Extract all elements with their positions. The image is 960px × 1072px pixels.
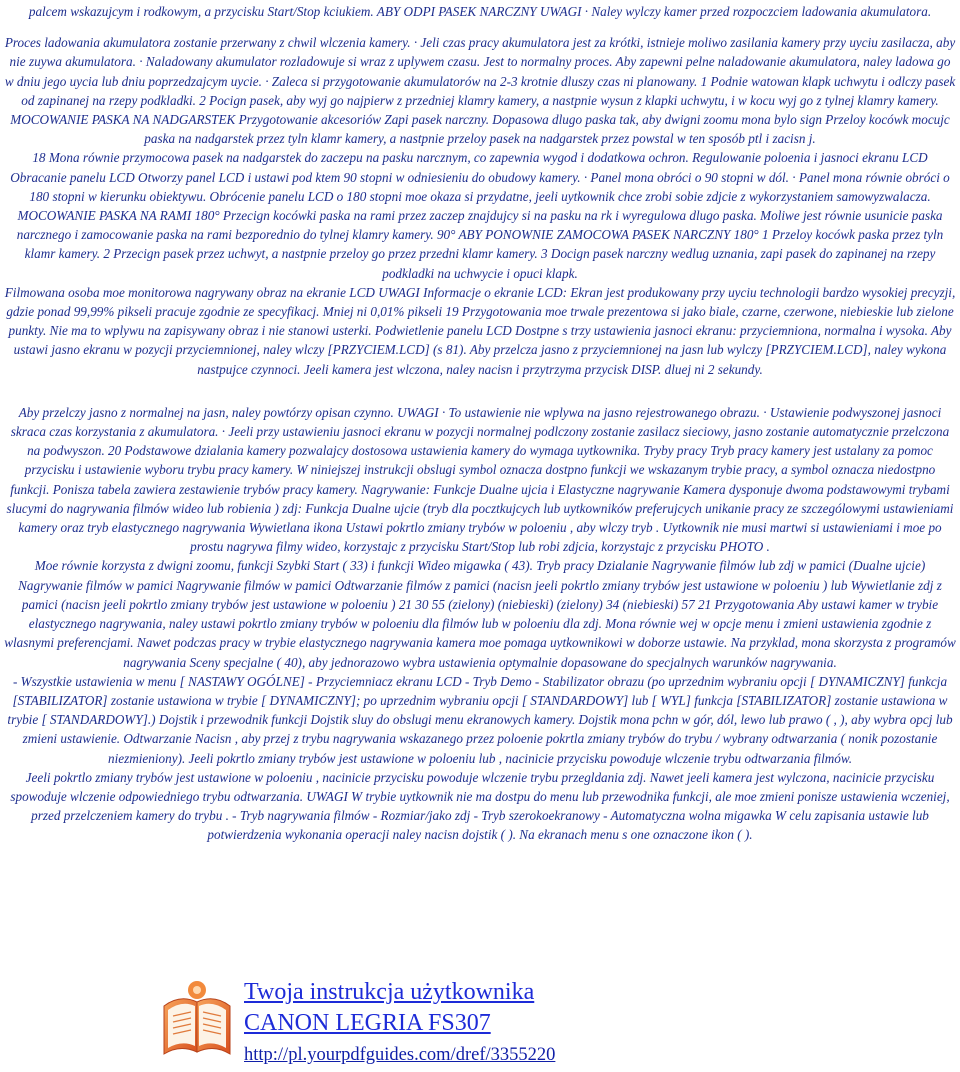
manual-title-link[interactable]: Twoja instrukcja użytkownika <box>244 979 535 1005</box>
paragraph-7: Moe równie korzysta z dwigni zoomu, funkcji Szybki Start ( 33) i funkcji Wideo migawka ( 43). Tryb pracy Dzialanie Nagrywanie filmów lub zdj w pamici (Dualne ujcie) Nagrywanie filmów w pamici Nagrywanie filmów w pamici Odtwarzanie filmów z pamici (nacisn jeeli pokrtlo zmiany trybów jest ustawione w poloeniu ) lub Wywietlanie zdj z pamici (nacisn jeeli pokrtlo zmiany trybów jest ustawione w poloeniu ) 21 30 55 (zielony) (niebieski) (zielony) 34 (niebieski) 57 21 Przygotowania Aby ustawi kamer w trybie elastycznego nagrywania, naley ustawi pokrtlo zmiany trybów w poloeniu dla filmów lub w poloeniu dla zdj. Mona równie wej w opcje menu i zmieni ustawienia zgodnie z wlasnymi preferencjami. Nawet podczas pracy w trybie elastycznego nagrywania kamera moe pomaga uytkownikowi w doborze ustawie. Na przyklad, mona skorzysta z programów nagrywania Sceny specjalne ( 40), aby jednorazowo wybra ustawienia optymalnie dopasowane do specjalnych warunków nagrywania. <box>4 558 956 670</box>
paragraph-8: - Wszystkie ustawienia w menu [ NASTAWY OGÓLNE] - Przyciemniacz ekranu LCD - Tryb Demo - Stabilizator obrazu (po uprzednim wybraniu opcji [ DYNAMICZNY] funkcja [STABILIZATOR] zostanie ustawiona w trybie [ DYNAMICZNY]; po uprzednim wybraniu opcji [ STANDARDOWY] lub [ WYL] funkcja [STABILIZATOR] zostanie ustawiona w trybie [ STANDARDOWY].) Dojstik i przewodnik funkcji Dojstik sluy do obslugi menu ekranowych kamery. Dojstik mona pchn w gór, dól, lewo lub prawo ( , ), aby wybra opcj lub zmieni ustawienie. Odtwarzanie Nacisn , aby przej z trybu nagrywania wskazanego przez poloenie pokrtla zmiany trybów do trybu / wybrany odtwarzania ( nonik pozostanie niezmieniony). Jeeli pokrtlo zmiany trybów jest ustawione w poloeniu lub , nacinicie przycisku powoduje wlczenie trybu odtwarzania filmów. <box>7 673 953 766</box>
paragraph-4: MOCOWANIE PASKA NA RAMI 180° Przecign kocówki paska na rami przez zaczep znajdujcy si na pasku na rk i wyregulowa dlugo paska. Moliwe jest równie usunicie paska narcznego i zamocowanie paska na rami bezporednio do tylnej klamry kamery. 90° ABY PONOWNIE ZAMOCOWA PASEK NARCZNY 180° 1 Przeloy kocówk paska przez tyln klamr kamery. 2 Przecign pasek przez uchwyt, a nastpnie przeloy go przez przedni klamr kamery. 3 Docign pasek narczny wedlug uznania, zapi pasek do zapinanej na rzepy podkladki na uchwycie i opuci klapk. <box>16 208 944 281</box>
paragraph-2: Proces ladowania akumulatora zostanie przerwany z chwil wlczenia kamery. · Jeli czas pracy akumulatora jest za krótki, istnieje moliwo zasilania kamery przy uyciu zasilacza, aby nie zuywa akumulatora. · Naladowany akumulator rozladowuje si wraz z uplywem czasu. Jest to normalny proces. Aby zapewni pelne naladowanie akumulatora, naley ladowa go w dniu jego uycia lub dniu poprzedzajcym uycie. · Zaleca si przygotowanie akumulatorów na 2-3 krotnie dluszy czas ni planowany. 1 Podnie watowan klapk uchwytu i odlczy pasek od zapinanej na rzepy podkladki. 2 Pocign pasek, aby wyj go najpierw z przedniej klamry kamery, a nastpnie wysun z klapki uchwytu, i w kocu wyj go z tylnej klamry kamery. MOCOWANIE PASKA NA NADGARSTEK Przygotowanie akcesoriów Zapi pasek narczny. Dopasowa dlugo paska tak, aby dwigni zoomu mona bylo sign Przeloy kocówk mocujc paska na nadgarstek przez tyln klamr kamery, a nastpnie przeloy pasek na nadgarstek przez powstal w ten sposób ptl i zacisn j. <box>4 35 956 147</box>
paragraph-5: Filmowana osoba moe monitorowa nagrywany obraz na ekranie LCD UWAGI Informacje o ekranie LCD: Ekran jest produkowany przy uyciu technologii bardzo wysokiej precyzji, gdzie ponad 99,99% pikseli pracuje zgodnie ze specyfikacj. Mniej ni 0,01% pikseli 19 Przygotowania moe trwale prezentowa si jako biale, czarne, czerwone, niebieskie lub zielone punkty. Nie ma to wplywu na zapisywany obraz i nie stanowi usterki. Podwietlenie panelu LCD Dostpne s trzy ustawienia jasnoci ekranu: przyciemniona, normalna i wysoka. Aby ustawi jasno ekranu w pozycji przyciemnionej, naley wlczy [PRZYCIEM.LCD] (s 81). Aby przelcza jasno z przyciemnionej na jasn lub wylczy [PRZYCIEM.LCD], naley wykona nastpujce czynnoci. Jeeli kamera jest wlczona, naley nacisn i przytrzyma przycisk DISP. dluej ni 2 sekundy. <box>4 284 956 377</box>
paragraph-9: Jeeli pokrtlo zmiany trybów jest ustawione w poloeniu , nacinicie przycisku powoduje wlczenie trybu przegldania zdj. Nawet jeeli kamera jest wylczona, nacinicie przycisku spowoduje wlczenie odpowiedniego trybu odtwarzania. UWAGI W trybie uytkownik nie ma dostpu do menu lub przewodnika funkcji, ale moe zmieni ponisze ustawienia wczeniej, przed przelczeniem kamery do trybu . - Tryb nagrywania filmów - Rozmiar/jako zdj - Tryb szerokoekranowy - Automatyczna wolna migawka W celu zapisania ustawie lub potwierdzenia wykonania operacji naley nacisn dojstik ( ). Na ekranach menu s one oznaczone ikon ( ). <box>10 769 950 843</box>
footer-links <box>244 977 944 1066</box>
paragraph-6: Aby przelczy jasno z normalnej na jasn, naley powtórzy opisan czynno. UWAGI · To ustawienie nie wplywa na jasno rejestrowanego obrazu. · Ustawienie podwyszonej jasnoci skraca czas korzystania z akumulatora. · Jeeli przy ustawieniu jasnoci ekranu w pozycji normalnej podlczony zostanie zasilacz sieciowy, jasno zostanie automatycznie przelczona na podwyszon. 20 Podstawowe dzialania kamery pozwalajcy dostosowa ustawienia kamery do wymaga uytkownika. Tryby pracy Tryb pracy kamery jest ustalany za pomoc przycisku i ustawienie wyboru trybu pracy kamery. W niniejszej instrukcji obslugi symbol oznacza dostpno funkcji we wskazanym trybie pracy, a symbol oznacza niedostpno funkcji. Ponisza tabela zawiera zestawienie trybów pracy kamery. Nagrywanie: Funkcje Dualne ujcia i Elastyczne nagrywanie Kamera dysponuje dwoma podstawowymi trybami slucymi do nagrywania filmów wideo lub robienia ) zdj: Funkcja Dualne ujcie (tryb dla pocztkujcych lub uytkowników preferujcych unikanie pracy ze szczególowymi ustawieniami kamery oraz tryb elastycznego nagrywania Wywietlana ikona Ustawi pokrtlo zmiany trybów w poloeniu , aby wlczy tryb . Uytkownik nie musi martwi si ustawieniami i moe po prostu nagrywa filmy wideo, korzystajc z przycisku Start/Stop lub robi zdjcia, korzystajc z przycisku PHOTO . <box>6 404 954 555</box>
book-guide-icon <box>158 976 236 1058</box>
model-name-link[interactable]: CANON LEGRIA FS307 <box>244 1010 491 1036</box>
footer-banner <box>158 976 958 1072</box>
paragraph-3: 18 Mona równie przymocowa pasek na nadgarstek do zaczepu na pasku narcznym, co zapewnia wygod i dodatkowa ochron. Regulowanie poloenia i jasnoci ekranu LCD Obracanie panelu LCD Otworzy panel LCD i ustawi pod ktem 90 stopni w odniesieniu do obudowy kamery. · Panel mona obróci o 90 stopni w dól. · Panel mona równie obróci o 180 stopni w kierunku obiektywu. Obrócenie panelu LCD o 180 stopni moe okaza si przydatne, jeeli uytkownik chce zrobi sobie zdjcie z wykorzystaniem samowyzwalacza. <box>10 150 950 204</box>
paragraph-1: palcem wskazujcym i rodkowym, a przycisku Start/Stop kciukiem. ABY ODPI PASEK NARCZNY UWAGI · Naley wylczy kamer przed rozpoczciem ladowania akumulatora. <box>28 4 932 19</box>
manual-url-link[interactable]: http://pl.yourpdfguides.com/dref/3355220 <box>244 1045 556 1065</box>
